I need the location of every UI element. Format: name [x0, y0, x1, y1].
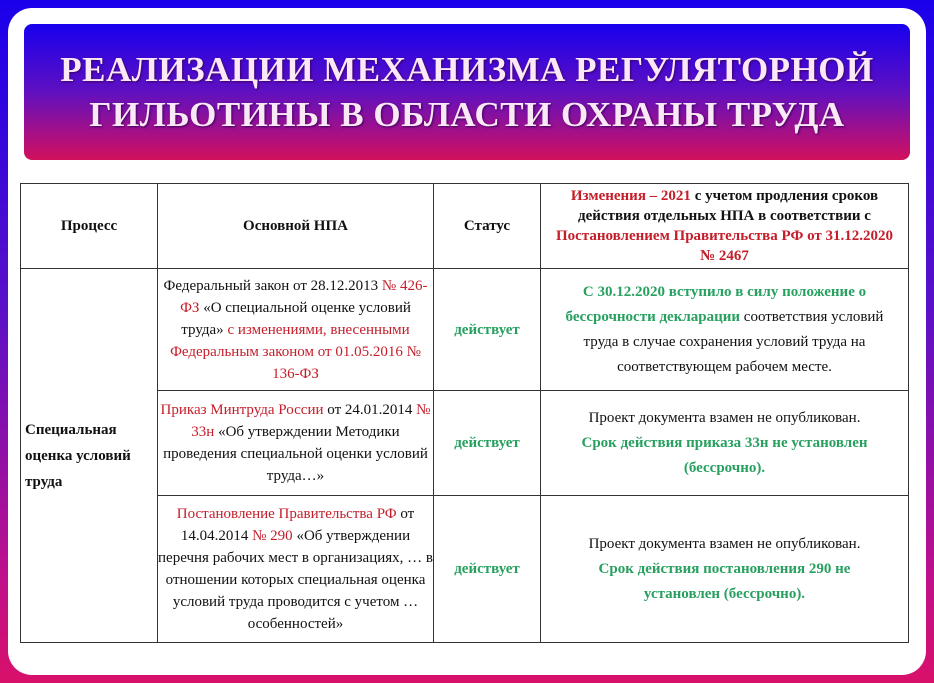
change-highlight: С 30.12.2020 вступило в силу положение о бессрочности декларации: [565, 283, 867, 325]
npa-text: «О специальной оценке условий труда»: [181, 299, 411, 338]
slide-title: [24, 24, 910, 160]
changes-year: Изменения – 2021: [570, 188, 691, 204]
npa-text: Федеральный закон от 28.12.2013: [163, 277, 382, 294]
npa-amendment: с изменениями, внесенными Федеральным законом: [170, 321, 410, 360]
header-process: Процесс: [21, 184, 158, 269]
header-npa: Основной НПА: [158, 184, 434, 269]
npa-number: № 426-ФЗ: [180, 277, 428, 316]
title-line-1: РЕАЛИЗАЦИИ МЕХАНИЗМА РЕГУЛЯТОРНОЙ: [60, 50, 874, 89]
npa-cell: [158, 269, 434, 391]
title-line-2: ГИЛЬОТИНЫ В ОБЛАСТИ ОХРАНЫ ТРУДА: [89, 95, 845, 134]
change-cell: [541, 269, 909, 391]
change-highlight: Срок действия постановления 290 не установлен (бессрочно).: [598, 560, 851, 602]
change-text: Проект документа взамен не опубликован.: [588, 535, 861, 552]
npa-amendment-date: от 01.05.2016 № 136-ФЗ: [272, 343, 421, 382]
npa-issuer: Приказ Минтруда России: [160, 402, 324, 418]
change-cell: [541, 496, 909, 643]
npa-text: «Об утверждении Методики проведения специальной оценки условий труда…»: [163, 424, 428, 484]
process-cell: Специальная оценка условий труда: [21, 269, 158, 643]
npa-number: № 290: [252, 528, 293, 544]
header-status: Статус: [434, 184, 541, 269]
npa-issuer: Постановление Правительства РФ: [176, 506, 397, 522]
npa-text: от 14.04.2014: [180, 506, 415, 544]
header-changes: [541, 184, 909, 269]
npa-text: «Об утверждении перечня рабочих мест в организациях, … в отношении которых специальная оценка условий труда проводится с учетом … особенностей»: [158, 528, 433, 632]
status-cell: действует: [434, 269, 541, 391]
change-highlight: Срок действия приказа 33н не установлен (бессрочно).: [581, 434, 868, 476]
npa-table: [20, 183, 909, 643]
table-header-row: [21, 184, 909, 269]
changes-decree: Постановлением Правительства РФ от 31.12.2020 № 2467: [556, 228, 893, 264]
change-text: соответствия условий труда в случае сохранения условий труда на соответствующем рабочем месте.: [583, 308, 884, 375]
npa-cell: [158, 496, 434, 643]
npa-text: от 24.01.2014: [323, 402, 417, 418]
status-cell: действует: [434, 496, 541, 643]
change-cell: [541, 391, 909, 496]
npa-cell: [158, 391, 434, 496]
table-row: [21, 269, 909, 391]
change-text: Проект документа взамен не опубликован.: [588, 409, 861, 426]
npa-number: № 33н: [191, 402, 431, 440]
status-cell: действует: [434, 391, 541, 496]
changes-text: с учетом продления сроков действия отдельных НПА в соответствии с: [578, 188, 879, 224]
